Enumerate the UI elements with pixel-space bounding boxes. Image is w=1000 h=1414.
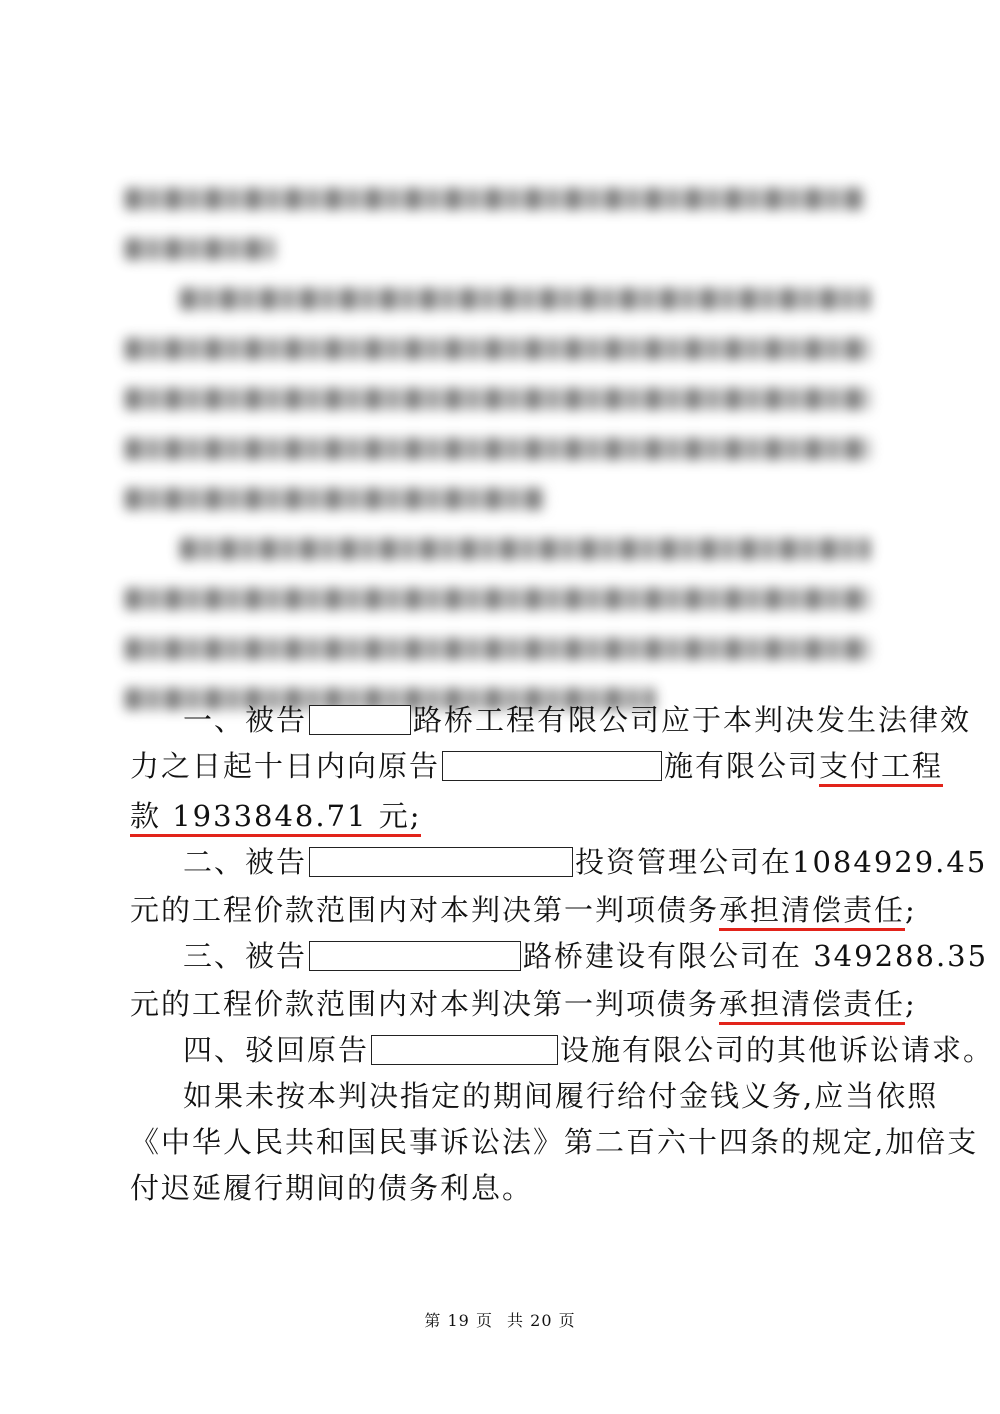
blurred-line bbox=[125, 238, 275, 260]
item-3-line2-text: 元的工程价款范围内对本判决第一判项债务 bbox=[130, 987, 720, 1021]
item-2-line2-text: 元的工程价款范围内对本判决第一判项债务 bbox=[130, 893, 720, 927]
item-2-underlined-text: 承担清偿责任 bbox=[719, 893, 905, 931]
redaction-box bbox=[309, 941, 521, 971]
judgment-item-2-line-2 bbox=[130, 890, 917, 930]
redaction-box bbox=[371, 1035, 558, 1065]
closing-line-3: 付迟延履行期间的债务利息。 bbox=[130, 1171, 534, 1205]
blurred-line bbox=[125, 388, 870, 410]
item-3-suffix: 路桥建设有限公司在 349288.35 bbox=[523, 939, 989, 973]
item-2-suffix: 投资管理公司在1084929.45 bbox=[575, 845, 988, 879]
blurred-line bbox=[125, 588, 870, 610]
blurred-line bbox=[125, 638, 870, 660]
closing-line-1: 如果未按本判决指定的期间履行给付金钱义务,应当依照 bbox=[183, 1079, 939, 1113]
page-footer bbox=[0, 1308, 1000, 1331]
item-4-prefix: 四、驳回原告 bbox=[183, 1033, 370, 1067]
item-3-underlined-text: 承担清偿责任 bbox=[719, 987, 905, 1025]
judgment-item-1-line-2 bbox=[130, 746, 943, 786]
closing-line-2: 《中华人民共和国民事诉讼法》第二百六十四条的规定,加倍支 bbox=[130, 1125, 979, 1159]
blurred-line bbox=[180, 288, 870, 310]
item-1-prefix: 一、被告 bbox=[183, 703, 308, 737]
item-3-line2-end: ; bbox=[905, 987, 917, 1021]
blurred-line bbox=[125, 338, 870, 360]
judgment-item-1-line-1 bbox=[183, 700, 971, 740]
redaction-box bbox=[442, 751, 662, 781]
judgment-item-3-line-2 bbox=[130, 984, 917, 1024]
item-4-suffix: 设施有限公司的其他诉讼请求。 bbox=[560, 1033, 995, 1067]
item-1-line2-prefix: 力之日起十日内向原告 bbox=[130, 749, 441, 783]
item-2-prefix: 二、被告 bbox=[183, 845, 308, 879]
item-3-prefix: 三、被告 bbox=[183, 939, 308, 973]
judgment-item-1-line-3 bbox=[130, 796, 421, 836]
redaction-box bbox=[309, 705, 411, 735]
blurred-line bbox=[125, 438, 870, 460]
judgment-item-3-line-1 bbox=[183, 936, 988, 976]
item-1-underlined-text: 支付工程 bbox=[819, 749, 943, 787]
redaction-box bbox=[309, 847, 573, 877]
blurred-line bbox=[125, 488, 545, 510]
blurred-line bbox=[125, 188, 865, 210]
item-2-line2-end: ; bbox=[905, 893, 917, 927]
judgment-item-2-line-1 bbox=[183, 842, 987, 882]
judgment-item-4-line-1 bbox=[183, 1030, 994, 1070]
item-1-line2-mid: 施有限公司 bbox=[664, 749, 820, 783]
page-number: 第 19 页 bbox=[424, 1311, 493, 1330]
blurred-line bbox=[180, 538, 870, 560]
item-1-suffix: 路桥工程有限公司应于本判决发生法律效 bbox=[413, 703, 972, 737]
page-total: 共 20 页 bbox=[507, 1311, 576, 1330]
blurred-text-region bbox=[125, 170, 885, 690]
item-1-amount: 款 1933848.71 元; bbox=[130, 799, 421, 837]
